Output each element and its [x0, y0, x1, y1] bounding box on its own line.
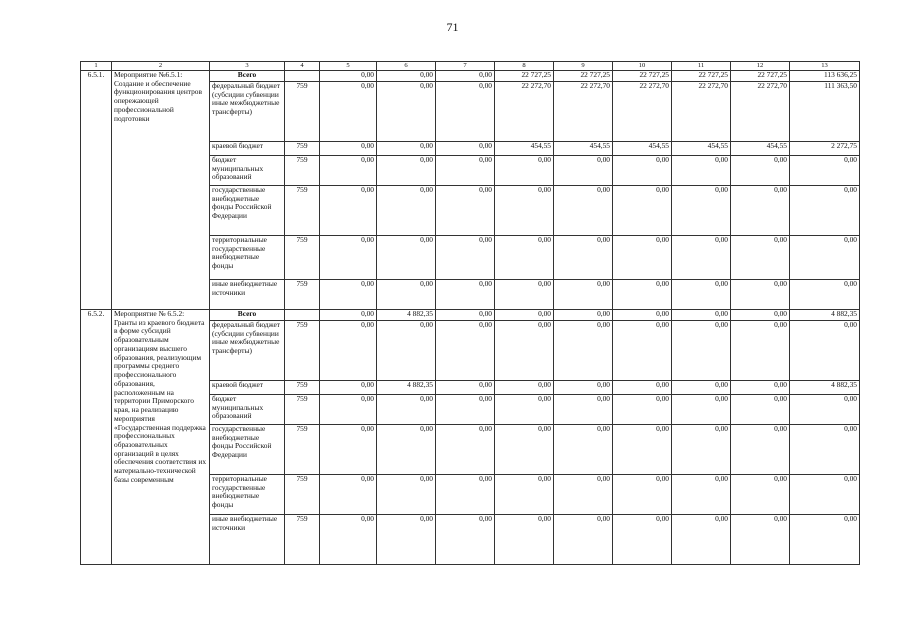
amount-cell: 0,00 — [377, 475, 436, 515]
amount-cell: 0,00 — [613, 425, 672, 475]
amount-cell: 0,00 — [436, 82, 495, 142]
column-number: 7 — [436, 62, 495, 71]
amount-cell: 0,00 — [377, 515, 436, 565]
amount-cell: 22 727,25 — [613, 71, 672, 82]
amount-cell: 0,00 — [320, 236, 377, 280]
budget-code: 759 — [285, 395, 320, 425]
amount-cell: 0,00 — [377, 82, 436, 142]
amount-cell: 0,00 — [554, 236, 613, 280]
amount-cell: 0,00 — [613, 381, 672, 395]
measure-number: 6.5.2. — [81, 310, 112, 565]
amount-cell: 0,00 — [554, 515, 613, 565]
amount-cell: 0,00 — [790, 236, 860, 280]
amount-cell: 0,00 — [436, 321, 495, 381]
amount-cell: 0,00 — [436, 142, 495, 156]
amount-cell: 0,00 — [731, 321, 790, 381]
amount-cell: 0,00 — [554, 425, 613, 475]
amount-cell: 0,00 — [495, 425, 554, 475]
amount-cell: 0,00 — [495, 321, 554, 381]
amount-cell: 4 882,35 — [377, 381, 436, 395]
amount-cell: 4 882,35 — [790, 381, 860, 395]
amount-cell: 0,00 — [554, 310, 613, 321]
amount-cell: 454,55 — [731, 142, 790, 156]
amount-cell: 4 882,35 — [377, 310, 436, 321]
amount-cell: 0,00 — [320, 280, 377, 310]
amount-cell: 0,00 — [377, 142, 436, 156]
amount-cell: 0,00 — [495, 515, 554, 565]
column-number: 13 — [790, 62, 860, 71]
budget-code — [285, 71, 320, 82]
amount-cell: 22 727,25 — [495, 71, 554, 82]
amount-cell: 0,00 — [495, 280, 554, 310]
amount-cell: 0,00 — [320, 142, 377, 156]
amount-cell: 0,00 — [377, 425, 436, 475]
amount-cell: 0,00 — [554, 186, 613, 236]
amount-cell: 0,00 — [672, 395, 731, 425]
amount-cell: 0,00 — [731, 156, 790, 186]
funding-source: бюджет муниципальных образований — [210, 395, 285, 425]
amount-cell: 0,00 — [613, 475, 672, 515]
measure-title: Мероприятие №6.5.1: Создание и обеспечение функционирования центров опережающей профессиональной подготовки — [112, 71, 210, 310]
column-number: 3 — [210, 62, 285, 71]
funding-source: государственные внебюджетные фонды Российской Федерации — [210, 425, 285, 475]
budget-code: 759 — [285, 156, 320, 186]
amount-cell: 0,00 — [436, 156, 495, 186]
amount-cell: 0,00 — [613, 236, 672, 280]
amount-cell: 0,00 — [672, 381, 731, 395]
amount-cell: 454,55 — [613, 142, 672, 156]
amount-cell: 0,00 — [495, 156, 554, 186]
amount-cell: 0,00 — [436, 425, 495, 475]
amount-cell: 0,00 — [554, 395, 613, 425]
amount-cell: 0,00 — [790, 515, 860, 565]
amount-cell: 0,00 — [320, 475, 377, 515]
measure-number: 6.5.1. — [81, 71, 112, 310]
amount-cell: 0,00 — [672, 310, 731, 321]
amount-cell: 22 272,70 — [672, 82, 731, 142]
amount-cell: 22 272,70 — [731, 82, 790, 142]
column-number: 6 — [377, 62, 436, 71]
amount-cell: 0,00 — [613, 515, 672, 565]
amount-cell: 0,00 — [731, 425, 790, 475]
amount-cell: 0,00 — [320, 321, 377, 381]
budget-code: 759 — [285, 425, 320, 475]
amount-cell: 0,00 — [672, 321, 731, 381]
amount-cell: 0,00 — [554, 280, 613, 310]
amount-cell: 0,00 — [377, 321, 436, 381]
amount-cell: 22 727,25 — [731, 71, 790, 82]
amount-cell: 0,00 — [436, 236, 495, 280]
amount-cell: 0,00 — [320, 156, 377, 186]
funding-source: федеральный бюджет (субсидии субвенции иные межбюджетные трансферты) — [210, 82, 285, 142]
amount-cell: 22 272,70 — [495, 82, 554, 142]
budget-code: 759 — [285, 236, 320, 280]
amount-cell: 0,00 — [731, 381, 790, 395]
amount-cell: 2 272,75 — [790, 142, 860, 156]
amount-cell: 0,00 — [436, 381, 495, 395]
budget-code: 759 — [285, 475, 320, 515]
column-number: 10 — [613, 62, 672, 71]
budget-code — [285, 310, 320, 321]
amount-cell: 113 636,25 — [790, 71, 860, 82]
amount-cell: 0,00 — [495, 395, 554, 425]
amount-cell: 0,00 — [436, 310, 495, 321]
amount-cell: 0,00 — [613, 156, 672, 186]
amount-cell: 0,00 — [731, 515, 790, 565]
amount-cell: 454,55 — [672, 142, 731, 156]
amount-cell: 0,00 — [320, 381, 377, 395]
amount-cell: 0,00 — [377, 156, 436, 186]
budget-table — [80, 61, 860, 565]
budget-code: 759 — [285, 142, 320, 156]
amount-cell: 0,00 — [377, 186, 436, 236]
column-number: 11 — [672, 62, 731, 71]
budget-code: 759 — [285, 82, 320, 142]
amount-cell: 0,00 — [672, 515, 731, 565]
amount-cell: 0,00 — [731, 310, 790, 321]
amount-cell: 454,55 — [495, 142, 554, 156]
funding-source: бюджет муниципальных образований — [210, 156, 285, 186]
amount-cell: 0,00 — [672, 236, 731, 280]
column-number: 12 — [731, 62, 790, 71]
amount-cell: 454,55 — [554, 142, 613, 156]
amount-cell: 0,00 — [731, 186, 790, 236]
column-number: 2 — [112, 62, 210, 71]
funding-source: Всего — [210, 310, 285, 321]
amount-cell: 0,00 — [672, 280, 731, 310]
amount-cell: 0,00 — [320, 395, 377, 425]
table-row — [81, 310, 860, 321]
amount-cell: 0,00 — [613, 186, 672, 236]
funding-source: иные внебюджетные источники — [210, 515, 285, 565]
column-number: 1 — [81, 62, 112, 71]
column-number: 5 — [320, 62, 377, 71]
funding-source: иные внебюджетные источники — [210, 280, 285, 310]
amount-cell: 0,00 — [790, 156, 860, 186]
amount-cell: 0,00 — [731, 395, 790, 425]
amount-cell: 0,00 — [672, 475, 731, 515]
amount-cell: 0,00 — [790, 280, 860, 310]
table-body — [81, 62, 860, 565]
amount-cell: 0,00 — [554, 381, 613, 395]
amount-cell: 0,00 — [495, 310, 554, 321]
amount-cell: 0,00 — [613, 395, 672, 425]
amount-cell: 0,00 — [436, 280, 495, 310]
column-number: 9 — [554, 62, 613, 71]
budget-code: 759 — [285, 515, 320, 565]
amount-cell: 0,00 — [613, 310, 672, 321]
amount-cell: 0,00 — [790, 475, 860, 515]
amount-cell: 0,00 — [495, 475, 554, 515]
amount-cell: 0,00 — [320, 310, 377, 321]
amount-cell: 0,00 — [377, 71, 436, 82]
amount-cell: 4 882,35 — [790, 310, 860, 321]
amount-cell: 0,00 — [731, 280, 790, 310]
amount-cell: 0,00 — [377, 280, 436, 310]
amount-cell: 22 727,25 — [554, 71, 613, 82]
funding-source: федеральный бюджет (субсидии субвенции иные межбюджетные трансферты) — [210, 321, 285, 381]
amount-cell: 0,00 — [554, 321, 613, 381]
measure-title: Мероприятие № 6.5.2: Гранты из краевого бюджета в форме субсидий образовательным организациям высшего образования, реализующим программы среднего профессионального образования, расположенным на территории Приморского края, на реализацию мероприятия «Государственная поддержка профессиональных образовательных организаций в целях обеспечения соответствия их материально-технической базы современным — [112, 310, 210, 565]
amount-cell: 0,00 — [554, 156, 613, 186]
budget-code: 759 — [285, 321, 320, 381]
amount-cell: 0,00 — [436, 186, 495, 236]
page-number: 71 — [446, 20, 459, 34]
amount-cell: 0,00 — [436, 475, 495, 515]
amount-cell: 0,00 — [790, 425, 860, 475]
amount-cell: 0,00 — [790, 395, 860, 425]
budget-code: 759 — [285, 186, 320, 236]
amount-cell: 0,00 — [672, 186, 731, 236]
amount-cell: 0,00 — [320, 71, 377, 82]
budget-code: 759 — [285, 280, 320, 310]
amount-cell: 111 363,50 — [790, 82, 860, 142]
funding-source: государственные внебюджетные фонды Российской Федерации — [210, 186, 285, 236]
amount-cell: 22 727,25 — [672, 71, 731, 82]
amount-cell: 0,00 — [731, 236, 790, 280]
funding-source: краевой бюджет — [210, 142, 285, 156]
amount-cell: 0,00 — [731, 475, 790, 515]
column-number: 8 — [495, 62, 554, 71]
amount-cell: 0,00 — [377, 236, 436, 280]
amount-cell: 0,00 — [672, 156, 731, 186]
amount-cell: 0,00 — [495, 186, 554, 236]
amount-cell: 0,00 — [320, 425, 377, 475]
amount-cell: 0,00 — [436, 515, 495, 565]
amount-cell: 0,00 — [436, 71, 495, 82]
funding-source: Всего — [210, 71, 285, 82]
table-row — [81, 71, 860, 82]
amount-cell: 0,00 — [672, 425, 731, 475]
amount-cell: 0,00 — [613, 321, 672, 381]
amount-cell: 0,00 — [495, 236, 554, 280]
funding-source: территориальные государственные внебюджетные фонды — [210, 236, 285, 280]
amount-cell: 0,00 — [613, 280, 672, 310]
amount-cell: 0,00 — [320, 515, 377, 565]
amount-cell: 0,00 — [377, 395, 436, 425]
amount-cell: 22 272,70 — [613, 82, 672, 142]
column-number-row — [81, 62, 860, 71]
amount-cell: 0,00 — [790, 321, 860, 381]
funding-source: краевой бюджет — [210, 381, 285, 395]
budget-code: 759 — [285, 381, 320, 395]
amount-cell: 0,00 — [320, 186, 377, 236]
amount-cell: 0,00 — [790, 186, 860, 236]
amount-cell: 0,00 — [495, 381, 554, 395]
column-number: 4 — [285, 62, 320, 71]
amount-cell: 0,00 — [554, 475, 613, 515]
amount-cell: 0,00 — [320, 82, 377, 142]
amount-cell: 0,00 — [436, 395, 495, 425]
amount-cell: 22 272,70 — [554, 82, 613, 142]
funding-source: территориальные государственные внебюджетные фонды — [210, 475, 285, 515]
